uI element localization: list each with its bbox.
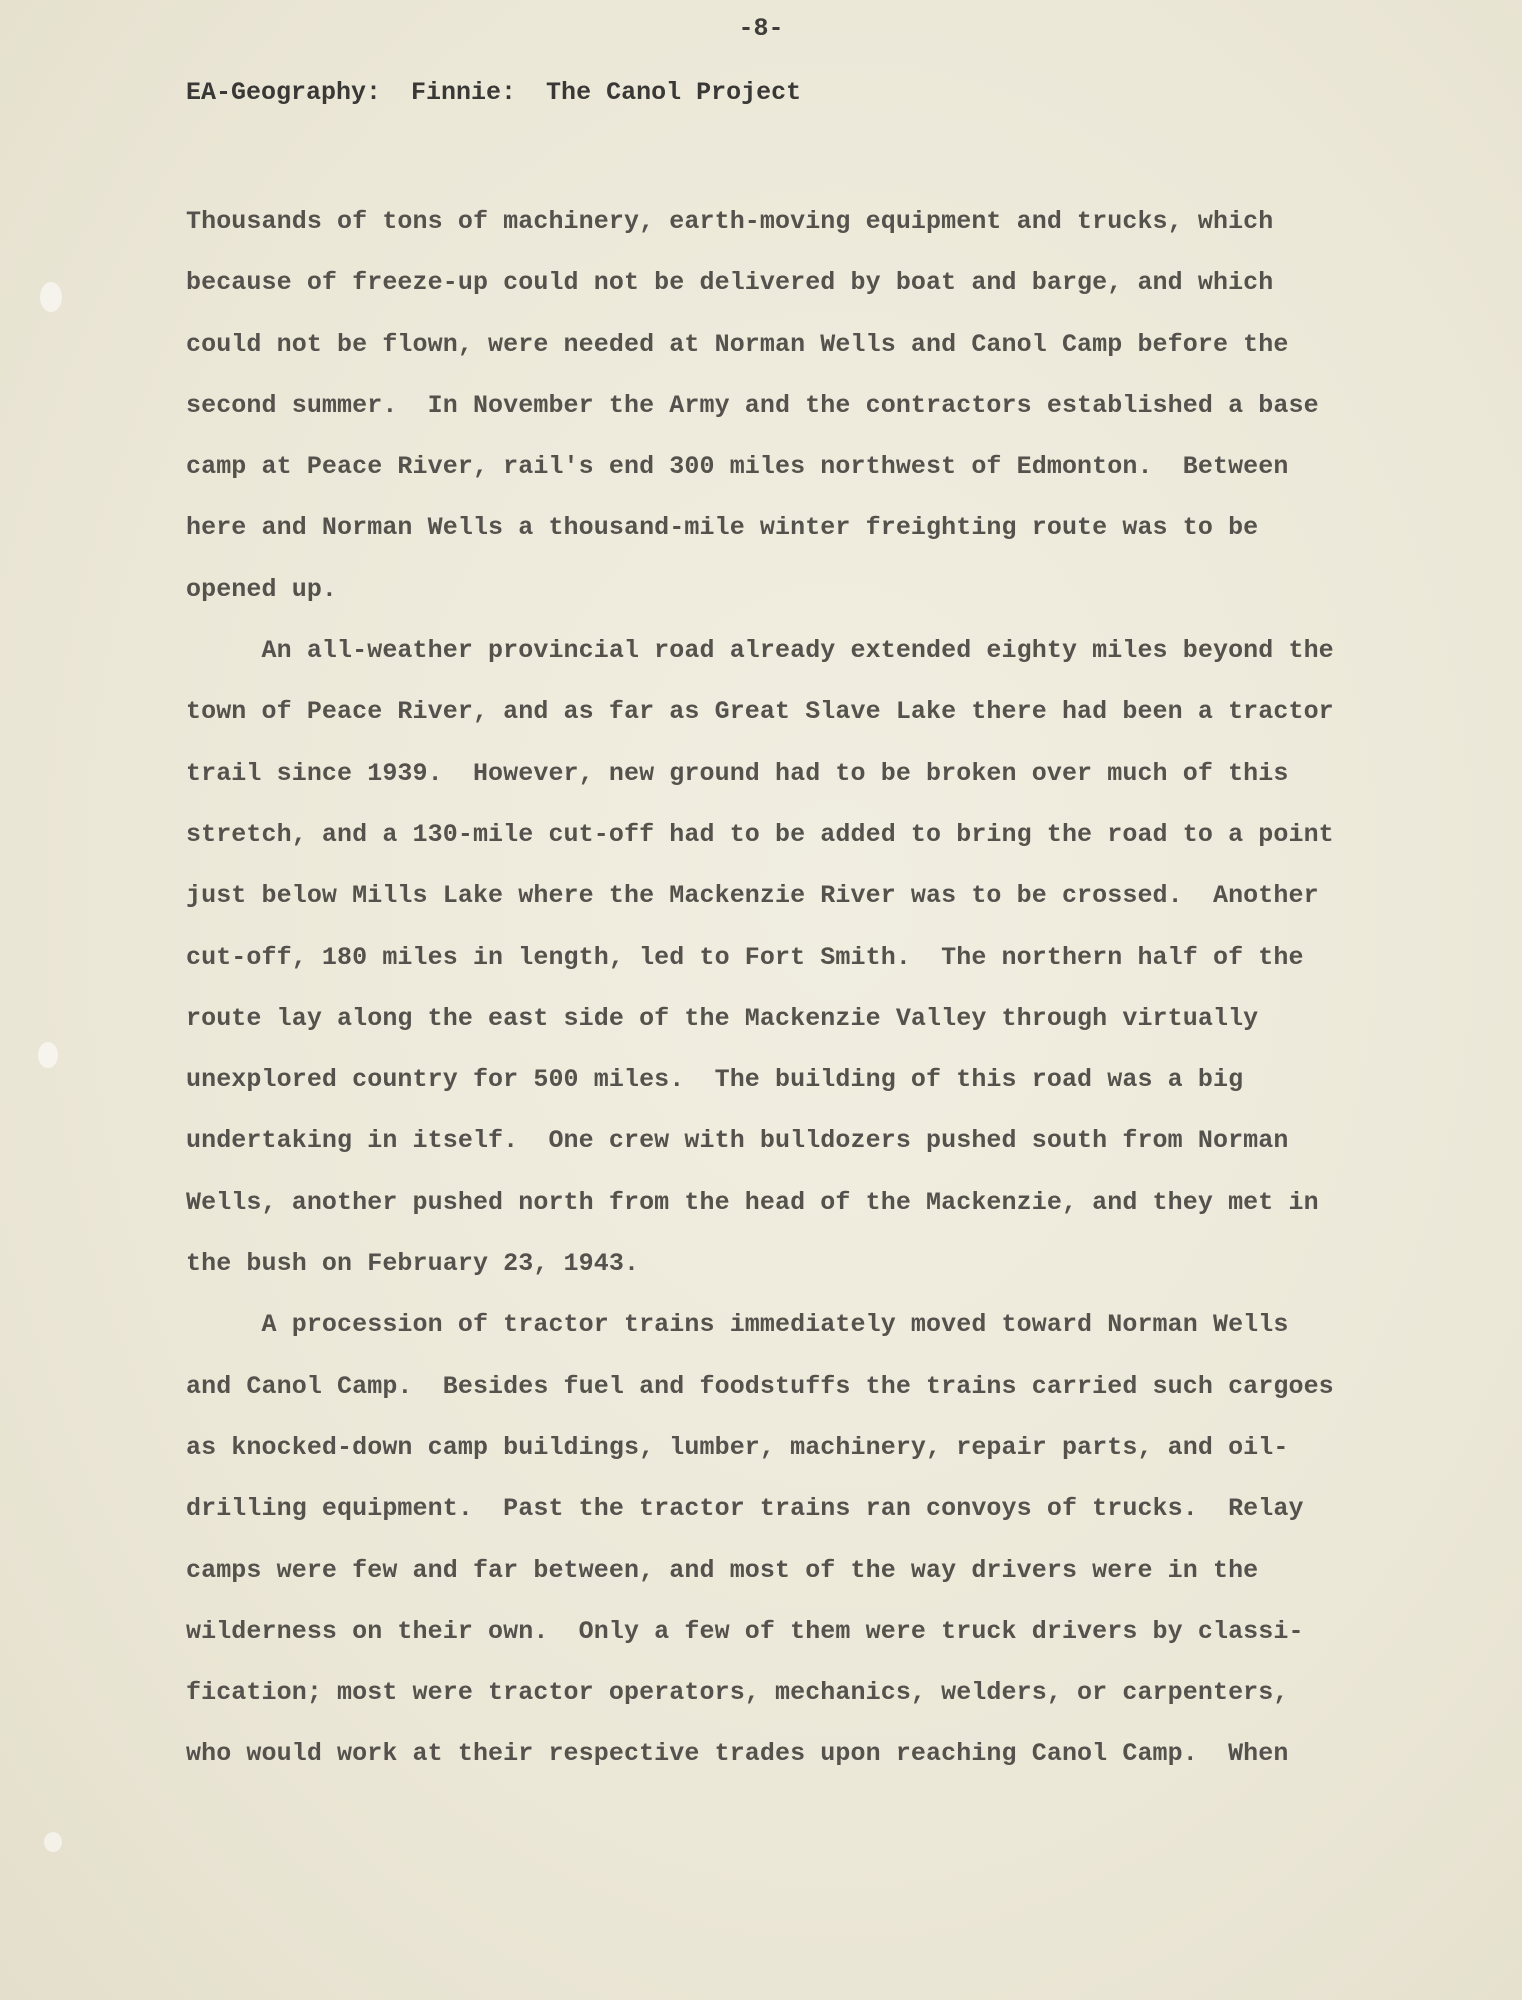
text-line: trail since 1939. However, new ground had to be broken over much of this — [186, 758, 1289, 788]
text-line: Thousands of tons of machinery, earth-moving equipment and trucks, which — [186, 207, 1274, 236]
paper-mark — [38, 1042, 58, 1068]
text-line: as knocked-down camp buildings, lumber, machinery, repair parts, and oil- — [186, 1432, 1289, 1462]
text-line: wilderness on their own. Only a few of them were truck drivers by classi- — [186, 1616, 1304, 1646]
text-line: undertaking in itself. One crew with bulldozers pushed south from Norman — [186, 1126, 1289, 1156]
text-line: second summer. In November the Army and the contractors established a base — [186, 390, 1319, 420]
text-line: because of freeze-up could not be delivered by boat and barge, and which — [186, 268, 1274, 298]
text-line: just below Mills Lake where the Mackenzie River was to be crossed. Another — [186, 881, 1319, 911]
text-line: An all-weather provincial road already extended eighty miles beyond the — [186, 636, 1334, 666]
text-line: A procession of tractor trains immediately moved toward Norman Wells — [186, 1310, 1289, 1340]
text-line: opened up. — [186, 574, 338, 604]
text-line: and Canol Camp. Besides fuel and foodstuffs the trains carried such cargoes — [186, 1371, 1334, 1401]
text-line: town of Peace River, and as far as Great Slave Lake there had been a tractor — [186, 697, 1334, 727]
text-line: fication; most were tractor operators, mechanics, welders, or carpenters, — [186, 1678, 1289, 1708]
document-header: EA-Geography: Finnie: The Canol Project — [186, 78, 802, 107]
text-line: here and Norman Wells a thousand-mile winter freighting route was to be — [186, 513, 1259, 543]
text-line: camp at Peace River, rail's end 300 miles northwest of Edmonton. Between — [186, 452, 1289, 482]
text-line: could not be flown, were needed at Norman Wells and Canol Camp before the — [186, 329, 1289, 359]
paper-mark — [40, 282, 62, 312]
body-text — [186, 204, 1386, 1798]
text-line: cut-off, 180 miles in length, led to Fort Smith. The northern half of the — [186, 942, 1304, 972]
text-line: Wells, another pushed north from the head of the Mackenzie, and they met in — [186, 1187, 1319, 1217]
text-line: stretch, and a 130-mile cut-off had to be added to bring the road to a point — [186, 819, 1334, 849]
text-line: who would work at their respective trades upon reaching Canol Camp. When — [186, 1739, 1289, 1769]
page-number: -8- — [738, 14, 784, 43]
text-line: unexplored country for 500 miles. The building of this road was a big — [186, 1065, 1244, 1095]
text-line: route lay along the east side of the Mackenzie Valley through virtually — [186, 1003, 1259, 1033]
paper-mark — [44, 1832, 62, 1852]
text-line: camps were few and far between, and most of the way drivers were in the — [186, 1555, 1259, 1585]
text-line: drilling equipment. Past the tractor trains ran convoys of trucks. Relay — [186, 1494, 1304, 1524]
text-line: the bush on February 23, 1943. — [186, 1249, 640, 1279]
